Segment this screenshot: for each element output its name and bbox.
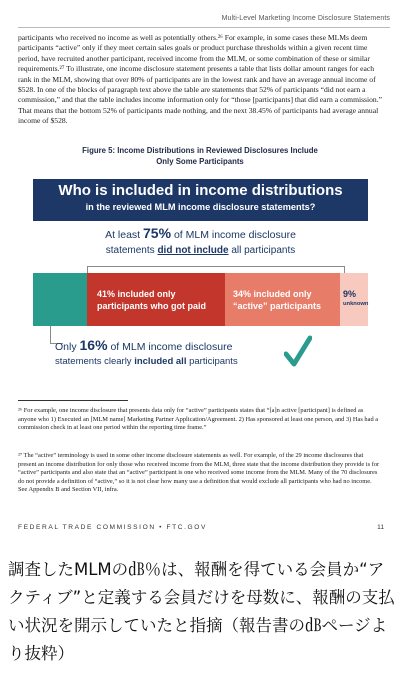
body-paragraph: participants who received no income as well as potentially others.²⁶ For example, in some cases these MLMs deem participants “active” only if they meet certain sales goals or product purchase thresholds within a given recent time period, have recruited another participant, received income from the MLM, or some combination of these or similar requirements.²⁷ To illustrate, one income disclosure statement presents a table that lists dollar amount ranges for each rank in the MLM, showing that over 80% of participants are in the lowest rank and have an average annual income of $528. In one of the blocks of paragraph text above the table are statements that 52% of participants “did not earn a commission,” and that the table includes income information only for “those [participants] that did earn a commission.” That means that the bottom 52% of participants made nothing, and the next 38.45% of participants had average annual income of $528. [18, 33, 382, 126]
figure-title-line2: Only Some Participants [156, 156, 244, 166]
footnote-26: ²⁶ For example, one income disclosure that presents data only for “active” participants states that “[a]n active [participant] is defined as anyone who 1) Executed an [MLM name] Marketing Partner Application/Agreement. 2) Has sponsored at least one person, and 3) Has had a commission check in at least one period within the reporting time frame.” [18, 407, 379, 432]
running-header: Multi-Level Marketing Income Disclosure Statements [221, 15, 390, 22]
bar-segment-all-participants [33, 273, 87, 326]
at-least-line2-suffix: all participants [228, 245, 296, 256]
at-least-emphasis: did not include [157, 245, 229, 256]
only-prefix: Only [55, 341, 80, 353]
group-bracket [87, 266, 345, 273]
infographic-subheadline: in the reviewed MLM income disclosure statements? [85, 202, 316, 212]
bar-pink-label: unknown [343, 301, 369, 307]
bar-red-line1: 41% included only [97, 289, 176, 299]
income-distribution-infographic [33, 179, 368, 385]
bar-salmon-line1: 34% included only [233, 289, 312, 299]
figure-title-line1: Figure 5: Income Distributions in Reviewed Disclosures Include [82, 146, 318, 155]
at-least-statement [33, 225, 368, 257]
footnote-divider [18, 400, 128, 401]
header-divider [18, 27, 390, 28]
checkmark-icon [284, 335, 312, 369]
at-least-percentage: 75% [143, 225, 172, 241]
only-emphasis: included all [134, 356, 187, 367]
infographic-header [33, 179, 368, 221]
at-least-line2-prefix: statements [105, 245, 158, 256]
only-suffix: of MLM income disclosure [107, 341, 233, 353]
only-line2-prefix: statements clearly [55, 356, 135, 367]
bar-salmon-line2: “active” participants [233, 301, 322, 311]
bar-segment-paid-only [87, 273, 225, 326]
bar-pink-percentage: 9% [343, 289, 357, 299]
at-least-prefix: At least [105, 229, 143, 241]
at-least-suffix: of MLM income disclosure [171, 229, 296, 241]
bar-segment-active-only [225, 273, 340, 326]
infographic-headline: Who is included in income distributions [58, 182, 343, 199]
footnote-27: ²⁷ The “active” terminology is used in some other income disclosure statements as well. For example, of the 29 income disclosures that present an income distribution for only those who received income from the MLM, three state that the income distribution they provide is for “active” participants and also state that an “active” participant is one who received some income from the MLM. Many of the 70 disclosures do not provide a definition of “active,” so it is not clear how many use a definition that would exclude all participants who had no income. See Appendix B and Section VII, infra. [18, 452, 380, 494]
figure-title [40, 146, 360, 167]
bar-segment-unknown [340, 273, 368, 326]
only-line2-suffix: participants [186, 356, 238, 367]
page-number: 11 [377, 524, 384, 531]
japanese-caption: 調査したMLMの㏈％は、報酬を得ている会員か“アクティブ”と定義する会員だけを母数に、報酬の支払い状況を開示していたと指摘（報告書の㏈ページより抜粋） [8, 560, 395, 663]
bar-red-line2: participants who got paid [97, 301, 207, 311]
page-footer-source: FEDERAL TRADE COMMISSION • FTC.GOV [18, 524, 207, 531]
only-statement [55, 337, 238, 368]
only-percentage: 16% [79, 337, 108, 353]
